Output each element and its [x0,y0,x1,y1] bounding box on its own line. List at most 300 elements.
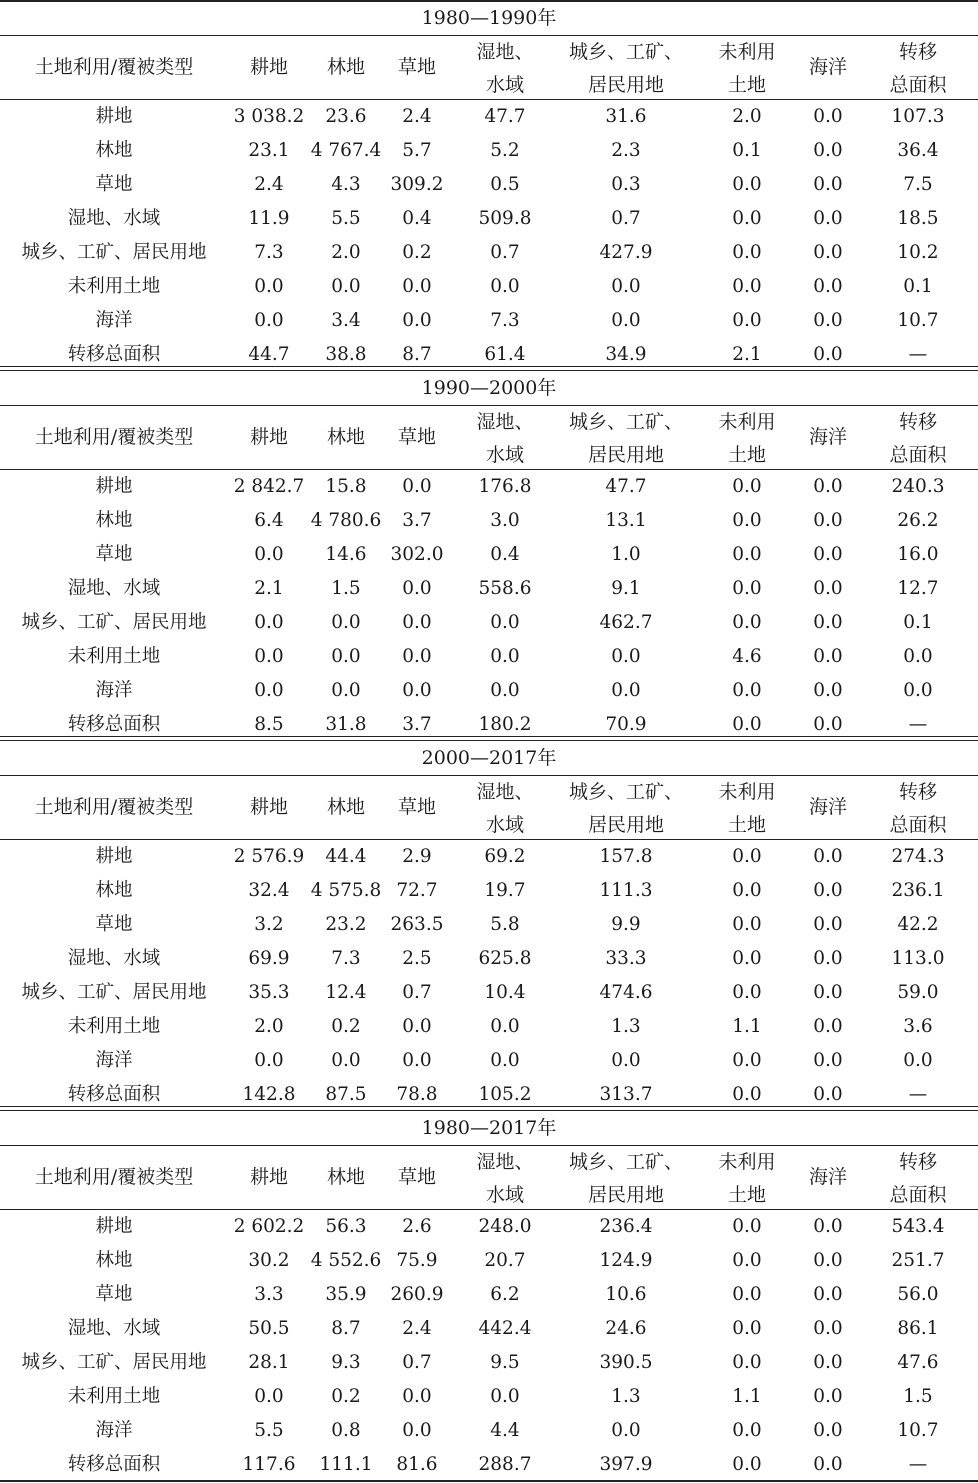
table-cell: 44.4 [325,846,367,867]
table-cell: 2.4 [402,1318,432,1339]
table-cell: 0.0 [732,310,762,331]
table-cell: 1.1 [732,1016,762,1037]
table-cell: 86.1 [897,1318,939,1339]
table-cell: 36.4 [897,140,939,161]
table-cell: 309.2 [390,174,444,195]
table-cell: 0.0 [331,680,361,701]
table-cell: 0.0 [813,612,843,633]
table-cell: 263.5 [390,914,444,935]
table-cell: 9.1 [611,578,641,599]
table-cell: 2.4 [402,106,432,127]
table-cell: 462.7 [599,612,653,633]
table-cell: 24.6 [605,1318,647,1339]
column-header: 林地 [326,1166,365,1188]
table-cell: 0.0 [490,1016,520,1037]
table-cell: 0.0 [813,680,843,701]
table-cell: 390.5 [599,1352,653,1373]
table-cell: 0.0 [490,1050,520,1071]
table-cell: 302.0 [390,544,444,565]
table-cell: 0.0 [732,612,762,633]
table-cell: 0.0 [331,276,361,297]
table-cell: 0.0 [331,646,361,667]
table-cell: 0.5 [490,174,520,195]
table-cell: 0.0 [254,1050,284,1071]
table-cell: 47.7 [484,106,526,127]
table-cell: 7.3 [490,310,520,331]
table-cell: 288.7 [478,1454,532,1475]
table-cell: 0.0 [813,1216,843,1237]
column-header: 城乡、工矿、 [568,781,683,803]
table-cell: 31.8 [325,714,367,735]
table-cell: 15.8 [325,476,367,497]
table-cell: 1.5 [903,1386,933,1407]
table-cell: 13.1 [605,510,647,531]
table-cell: 5.8 [490,914,520,935]
column-header: 土地利用/覆被类型 [34,426,194,448]
table-cell: 0.0 [813,880,843,901]
table-cell: 236.1 [891,880,945,901]
column-header: 水域 [485,444,524,466]
row-label: 耕地 [95,1216,133,1237]
column-header: 转移 [898,1151,937,1173]
row-label: 转移总面积 [67,1084,161,1105]
table-cell: 2.6 [402,1216,432,1237]
table-cell: 0.0 [732,1420,762,1441]
table-cell: — [908,1084,928,1105]
table-cell: 26.2 [897,510,939,531]
table-cell: 1.3 [611,1386,641,1407]
table-cell: 558.6 [478,578,532,599]
table-cell: 4.3 [331,174,361,195]
table-cell: 0.0 [732,476,762,497]
table-cell: 157.8 [599,846,653,867]
table-cell: 0.0 [402,1386,432,1407]
column-header: 土地 [727,814,766,836]
table-cell: 313.7 [599,1084,653,1105]
row-label: 海洋 [95,310,133,331]
table-cell: 0.0 [732,1216,762,1237]
table-cell: 0.0 [813,510,843,531]
table-cell: 70.9 [605,714,647,735]
table-cell: 4 552.6 [310,1250,382,1271]
table-cell: 0.0 [732,1454,762,1475]
table-section [0,370,978,740]
table-cell: 0.0 [732,948,762,969]
table-cell: 0.0 [254,680,284,701]
column-header: 城乡、工矿、 [568,1151,683,1173]
table-cell: 32.4 [248,880,290,901]
table-cell: 0.0 [611,680,641,701]
table-cell: 176.8 [478,476,532,497]
column-header: 转移 [898,781,937,803]
table-section [0,0,978,370]
table-cell: 59.0 [897,982,939,1003]
row-label: 草地 [95,1284,133,1305]
table-cell: 9.5 [490,1352,520,1373]
column-header: 耕地 [249,56,288,78]
column-header: 城乡、工矿、 [568,41,683,63]
table-cell: 0.0 [402,310,432,331]
table-cell: 3.4 [331,310,361,331]
table-cell: 0.0 [813,1454,843,1475]
table-cell: 0.0 [254,544,284,565]
row-label: 林地 [95,880,133,901]
section-rule [0,366,978,367]
table-cell: 0.0 [490,1386,520,1407]
table-cell: 625.8 [478,948,532,969]
table-cell: 0.7 [611,208,641,229]
column-header: 转移 [898,411,937,433]
table-cell: 0.0 [331,612,361,633]
table-cell: 0.0 [813,846,843,867]
row-label: 耕地 [95,846,133,867]
table-cell: 0.7 [490,242,520,263]
table-cell: 9.3 [331,1352,361,1373]
table-cell: 0.0 [732,510,762,531]
table-cell: 2.0 [732,106,762,127]
table-cell: 105.2 [478,1084,532,1105]
column-header: 土地 [727,444,766,466]
row-label: 城乡、工矿、居民用地 [21,982,207,1003]
column-header: 水域 [485,814,524,836]
column-header: 总面积 [889,74,947,96]
table-cell: 0.0 [813,1352,843,1373]
column-header: 土地 [727,74,766,96]
table-cell: — [908,1454,928,1475]
column-header: 草地 [397,426,436,448]
table-cell: 23.6 [325,106,367,127]
table-cell: 0.0 [402,646,432,667]
table-cell: 0.0 [732,578,762,599]
table-cell: 0.0 [732,1250,762,1271]
table-cell: 56.0 [897,1284,939,1305]
table-cell: 0.0 [732,680,762,701]
table-cell: 0.0 [813,276,843,297]
table-cell: 0.4 [490,544,520,565]
column-header: 居民用地 [587,814,664,836]
table-cell: 0.0 [813,1386,843,1407]
row-label: 草地 [95,174,133,195]
table-cell: 20.7 [484,1250,526,1271]
table-cell: 28.1 [248,1352,290,1373]
table-cell: 5.7 [402,140,432,161]
table-cell: 0.0 [813,1318,843,1339]
column-header: 居民用地 [587,444,664,466]
table-cell: 2 842.7 [233,476,305,497]
table-cell: 3.6 [903,1016,933,1037]
column-header: 总面积 [889,814,947,836]
table-cell: 2.0 [331,242,361,263]
table-cell: 0.3 [611,174,641,195]
table-cell: 0.0 [402,1420,432,1441]
table-cell: 274.3 [891,846,945,867]
table-cell: 0.0 [813,1284,843,1305]
table-cell: 56.3 [325,1216,367,1237]
table-cell: 0.2 [402,242,432,263]
table-cell: 8.7 [402,344,432,365]
column-header: 未利用 [718,781,776,803]
period-title: 1990—2000年 [421,377,557,399]
column-header: 草地 [397,1166,436,1188]
table-cell: 0.0 [254,646,284,667]
column-header: 水域 [485,1184,524,1206]
table-cell: 0.0 [732,1284,762,1305]
table-cell: 0.0 [813,208,843,229]
table-cell: 3 038.2 [233,106,305,127]
table-cell: 0.0 [732,1318,762,1339]
table-cell: 0.7 [402,1352,432,1373]
table-cell: 78.8 [396,1084,438,1105]
column-header: 湿地、 [476,1151,534,1173]
table-cell: 0.0 [402,476,432,497]
row-label: 海洋 [95,1420,133,1441]
table-cell: — [908,344,928,365]
table-cell: 0.0 [813,1250,843,1271]
row-label: 城乡、工矿、居民用地 [21,242,207,263]
column-header: 土地利用/覆被类型 [34,1166,194,1188]
table-cell: 107.3 [891,106,945,127]
table-cell: 0.0 [254,1386,284,1407]
table-cell: 236.4 [599,1216,653,1237]
table-cell: 81.6 [396,1454,438,1475]
table-cell: 0.0 [402,578,432,599]
table-cell: 12.7 [897,578,939,599]
table-cell: 30.2 [248,1250,290,1271]
table-cell: 0.0 [331,1050,361,1071]
table-cell: 0.1 [732,140,762,161]
table-cell: 0.0 [611,1050,641,1071]
table-cell: 0.0 [813,1016,843,1037]
table-cell: 0.0 [402,276,432,297]
table-cell: 0.8 [331,1420,361,1441]
column-header: 林地 [326,796,365,818]
bottom-rule [0,1480,978,1482]
column-header: 未利用 [718,41,776,63]
column-header: 草地 [397,796,436,818]
table-cell: 0.0 [903,680,933,701]
column-header: 耕地 [249,796,288,818]
table-cell: 0.0 [254,612,284,633]
table-cell: 0.0 [903,1050,933,1071]
table-cell: 16.0 [897,544,939,565]
row-label: 湿地、水域 [67,1318,161,1339]
table-cell: 0.0 [813,914,843,935]
column-header: 草地 [397,56,436,78]
period-title: 2000—2017年 [421,747,557,769]
table-cell: 0.0 [813,948,843,969]
table-cell: 0.0 [732,880,762,901]
table-cell: 4.4 [490,1420,520,1441]
table-cell: 10.7 [897,310,939,331]
table-cell: 240.3 [891,476,945,497]
table-cell: 0.0 [254,310,284,331]
table-cell: 1.0 [611,544,641,565]
column-header: 转移 [898,41,937,63]
column-header: 海洋 [808,426,847,448]
table-cell: 12.4 [325,982,367,1003]
table-cell: 2.5 [402,948,432,969]
table-cell: 248.0 [478,1216,532,1237]
column-header: 居民用地 [587,1184,664,1206]
table-cell: 111.1 [319,1454,373,1475]
section-rule [0,1106,978,1107]
table-cell: 6.4 [254,510,284,531]
table-cell: 0.0 [813,310,843,331]
table-cell: 0.0 [732,1352,762,1373]
table-cell: 260.9 [390,1284,444,1305]
table-cell: 251.7 [891,1250,945,1271]
row-label: 林地 [95,140,133,161]
table-cell: 5.5 [254,1420,284,1441]
table-cell: 44.7 [248,344,290,365]
table-cell: 0.0 [732,914,762,935]
table-cell: 442.4 [478,1318,532,1339]
table-cell: 34.9 [605,344,647,365]
table-cell: 0.0 [402,1050,432,1071]
table-cell: 35.9 [325,1284,367,1305]
table-cell: 11.9 [248,208,290,229]
table-cell: 35.3 [248,982,290,1003]
table-cell: 113.0 [891,948,945,969]
table-cell: 142.8 [242,1084,296,1105]
table-cell: 50.5 [248,1318,290,1339]
table-cell: 2.9 [402,846,432,867]
column-header: 湿地、 [476,41,534,63]
table-cell: 0.0 [490,646,520,667]
table-cell: 2 602.2 [233,1216,305,1237]
column-header: 湿地、 [476,781,534,803]
row-label: 城乡、工矿、居民用地 [21,1352,207,1373]
row-label: 林地 [95,1250,133,1271]
row-label: 耕地 [95,106,133,127]
table-cell: 0.0 [732,714,762,735]
column-header: 土地 [727,1184,766,1206]
table-cell: 0.0 [611,276,641,297]
table-cell: 2.0 [254,1016,284,1037]
table-cell: 111.3 [599,880,653,901]
table-cell: 47.7 [605,476,647,497]
table-section [0,1110,978,1483]
table-cell: 2.3 [611,140,641,161]
table-cell: 0.0 [611,646,641,667]
table-cell: 5.2 [490,140,520,161]
column-header: 海洋 [808,56,847,78]
table-cell: 23.2 [325,914,367,935]
table-cell: 1.1 [732,1386,762,1407]
table-cell: 18.5 [897,208,939,229]
table-cell: 0.0 [732,242,762,263]
table-cell: 10.6 [605,1284,647,1305]
table-cell: 47.6 [897,1352,939,1373]
period-title: 1980—1990年 [421,7,557,29]
row-label: 海洋 [95,680,133,701]
table-cell: 6.2 [490,1284,520,1305]
column-header: 未利用 [718,1151,776,1173]
column-header: 耕地 [249,426,288,448]
table-cell: 0.0 [732,208,762,229]
row-label: 转移总面积 [67,1454,161,1475]
table-cell: 3.7 [402,510,432,531]
table-cell: 0.4 [402,208,432,229]
table-cell: 117.6 [242,1454,296,1475]
table-cell: 0.0 [813,714,843,735]
column-header: 海洋 [808,796,847,818]
table-cell: 0.0 [402,612,432,633]
table-cell: 42.2 [897,914,939,935]
table-cell: 69.9 [248,948,290,969]
table-cell: 23.1 [248,140,290,161]
table-cell: 0.2 [331,1386,361,1407]
table-cell: 3.0 [490,510,520,531]
table-cell: 4 575.8 [310,880,382,901]
row-label: 城乡、工矿、居民用地 [21,612,207,633]
row-label: 湿地、水域 [67,948,161,969]
table-cell: 0.0 [732,1050,762,1071]
column-header: 城乡、工矿、 [568,411,683,433]
table-cell: 10.4 [484,982,526,1003]
table-cell: 38.8 [325,344,367,365]
table-cell: 8.7 [331,1318,361,1339]
table-cell: 0.0 [813,982,843,1003]
table-cell: 543.4 [891,1216,945,1237]
row-label: 草地 [95,544,133,565]
table-cell: 0.0 [813,140,843,161]
column-header: 湿地、 [476,411,534,433]
table-cell: 0.0 [813,242,843,263]
table-cell: 72.7 [396,880,438,901]
table-cell: — [908,714,928,735]
table-cell: 0.0 [813,1050,843,1071]
column-header: 总面积 [889,444,947,466]
table-cell: 0.0 [813,1084,843,1105]
table-cell: 2.1 [732,344,762,365]
row-label: 转移总面积 [67,714,161,735]
table-cell: 14.6 [325,544,367,565]
table-cell: 0.0 [813,544,843,565]
table-cell: 0.1 [903,276,933,297]
table-cell: 4 767.4 [310,140,382,161]
row-label: 未利用土地 [67,1386,161,1407]
table-cell: 3.2 [254,914,284,935]
table-cell: 0.0 [813,476,843,497]
row-label: 未利用土地 [67,1016,161,1037]
table-cell: 2.1 [254,578,284,599]
table-cell: 9.9 [611,914,641,935]
table-cell: 0.0 [813,578,843,599]
column-header: 耕地 [249,1166,288,1188]
table-cell: 509.8 [478,208,532,229]
table-cell: 0.0 [732,174,762,195]
table-cell: 2.4 [254,174,284,195]
table-cell: 0.0 [732,544,762,565]
table-cell: 4 780.6 [310,510,382,531]
table-cell: 1.5 [331,578,361,599]
table-cell: 0.0 [903,646,933,667]
table-cell: 87.5 [325,1084,367,1105]
table-cell: 474.6 [599,982,653,1003]
table-cell: 0.0 [732,982,762,1003]
table-cell: 0.0 [732,1084,762,1105]
table-cell: 7.3 [254,242,284,263]
table-cell: 3.7 [402,714,432,735]
table-cell: 0.0 [732,276,762,297]
row-label: 林地 [95,510,133,531]
table-cell: 0.0 [490,612,520,633]
row-label: 未利用土地 [67,646,161,667]
row-label: 耕地 [95,476,133,497]
table-cell: 19.7 [484,880,526,901]
table-cell: 0.0 [813,344,843,365]
